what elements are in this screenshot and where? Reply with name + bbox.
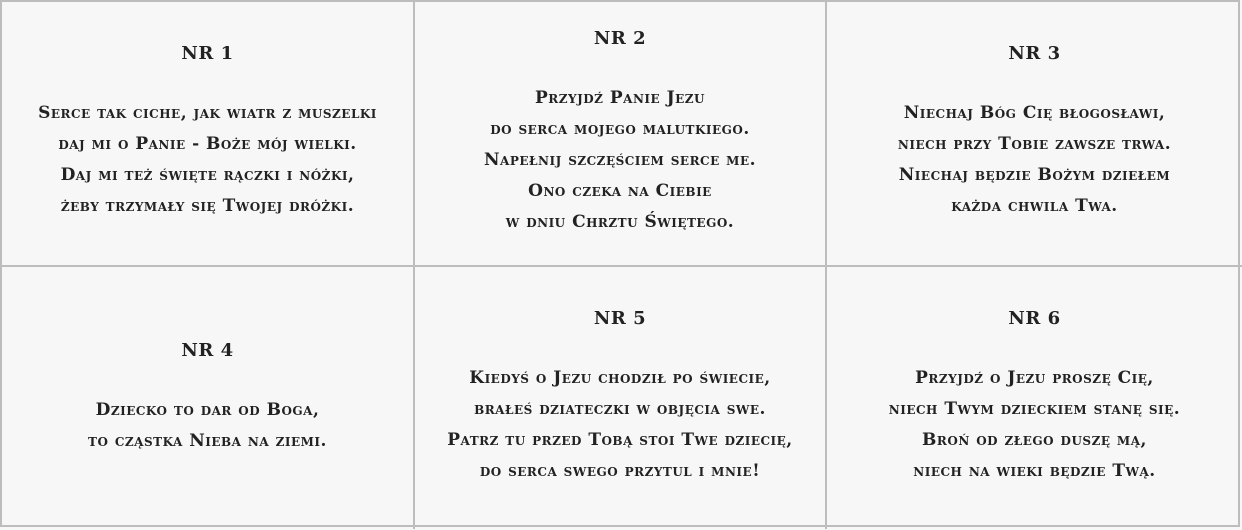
verse-line: Kiedyś o Jezu chodził po świecie, (469, 367, 771, 388)
verse-line: Napełnij szczęściem serce me. (483, 149, 757, 170)
card-title: NR 2 (593, 27, 647, 49)
verse-line: Przyjdź Panie Jezu (535, 87, 705, 108)
verse-line: do serca mojego malutkiego. (490, 118, 750, 139)
verse-line: Daj mi też święte rączki i nóżki, (60, 165, 355, 185)
card-title: NR 1 (181, 43, 234, 64)
verse-line: w dniu Chrztu Świętego. (505, 211, 735, 232)
verse-card-4 (2, 267, 415, 529)
verse-card-5 (415, 267, 827, 529)
verse-line: Ono czeka na Ciebie (528, 180, 712, 201)
verse-line: niech na wieki będzie Twą. (913, 460, 1156, 481)
verse-line: do serca swego przytul i mnie! (479, 460, 761, 481)
verse-card-2 (415, 2, 827, 267)
verse-line: niech Twym dzieckiem stanę się. (888, 398, 1181, 419)
verse-card-3 (827, 2, 1242, 267)
verse-line: daj mi o Panie - Boże mój wielki. (58, 134, 357, 154)
card-title: NR 4 (181, 339, 234, 361)
card-title: NR 3 (1008, 43, 1061, 64)
verse-line: żeby trzymały się Twojej dróżki. (60, 196, 355, 216)
verse-line: Broń od złego duszę mą, (922, 429, 1147, 450)
card-title: NR 6 (1008, 307, 1061, 329)
verse-line: brałeś dziateczki w objęcia swe. (474, 398, 766, 419)
verse-line: niech przy Tobie zawsze trwa. (897, 134, 1172, 154)
card-title: NR 5 (593, 307, 647, 329)
verse-line: Serce tak ciche, jak wiatr z muszelki (38, 103, 377, 123)
verse-line: Dziecko to dar od Boga, (95, 399, 320, 420)
verse-line: Niechaj będzie Bożym dziełem (898, 165, 1171, 185)
verse-line: każda chwila Twa. (951, 196, 1118, 216)
verse-line: to cząstka Nieba na ziemi. (88, 430, 327, 451)
verse-card-1 (2, 2, 415, 267)
verse-line: Niechaj Bóg Cię błogosławi, (903, 103, 1166, 123)
verse-line: Przyjdź o Jezu proszę Cię, (915, 367, 1154, 388)
verse-line: Patrz tu przed Tobą stoi Twe dziecię, (447, 429, 793, 450)
verse-card-6 (827, 267, 1242, 529)
